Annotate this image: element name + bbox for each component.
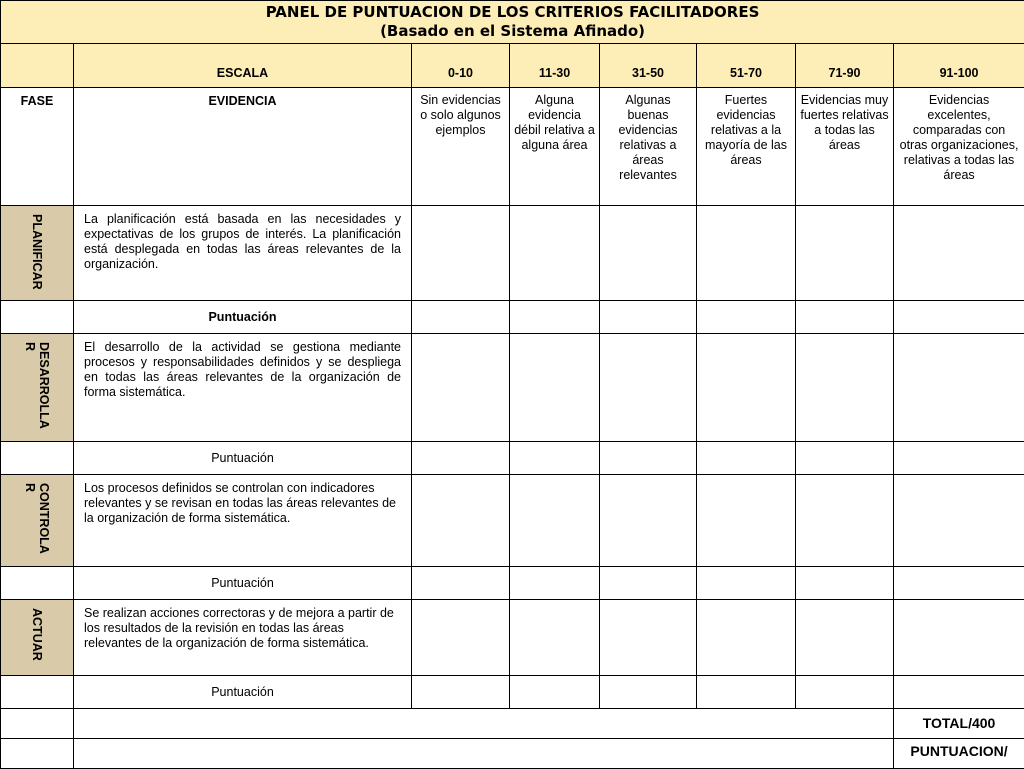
score-cell[interactable]: [510, 475, 600, 567]
phase-row-planificar: [1, 206, 1024, 301]
score-cell[interactable]: [697, 676, 796, 709]
puntuacion-row: [1, 442, 1024, 475]
blank-cell: [1, 739, 74, 769]
score-cell[interactable]: [510, 442, 600, 475]
range-0-10: 0-10: [412, 44, 510, 88]
score-cell[interactable]: [796, 206, 894, 301]
evidence-text: El desarrollo de la actividad se gestiona mediante procesos y responsabilidades definidos y se despliega en todas las áreas relevantes de la organización de forma sistemática.: [74, 334, 412, 442]
column-header-row: [1, 88, 1024, 206]
puntuacion-row: [1, 676, 1024, 709]
evidence-text: Se realizan acciones correctoras y de mejora a partir de los resultados de la revisión en todas las áreas relevantes de la organización de forma sistemática.: [74, 600, 412, 676]
score-cell[interactable]: [600, 475, 697, 567]
phase-row-desarrollar: [1, 334, 1024, 442]
escala-label: ESCALA: [74, 44, 412, 88]
panel-subtitle: (Basado en el Sistema Afinado): [1, 22, 1024, 41]
phase-row-controlar: [1, 475, 1024, 567]
range-71-90: 71-90: [796, 44, 894, 88]
panel-title-cell: [1, 1, 1024, 44]
score-cell[interactable]: [894, 301, 1024, 334]
puntuacion-label: Puntuación: [74, 442, 412, 475]
blank-cell: [1, 676, 74, 709]
phase-label: DESARROLLA R: [23, 342, 51, 429]
phase-label: ACTUAR: [30, 608, 44, 661]
puntuacion-label: Puntuación: [74, 676, 412, 709]
phase-label-cell: [1, 334, 74, 442]
blank-cell: [74, 739, 894, 769]
phase-label-cell: [1, 206, 74, 301]
range-31-50: 31-50: [600, 44, 697, 88]
phase-label: PLANIFICAR: [30, 214, 44, 290]
blank-cell: [1, 567, 74, 600]
blank-cell: [1, 301, 74, 334]
puntuacion-label: Puntuación: [74, 301, 412, 334]
score-cell[interactable]: [796, 676, 894, 709]
score-cell[interactable]: [600, 301, 697, 334]
score-cell[interactable]: [894, 334, 1024, 442]
score-cell[interactable]: [894, 442, 1024, 475]
score-cell[interactable]: [697, 567, 796, 600]
score-cell[interactable]: [412, 442, 510, 475]
score-cell[interactable]: [796, 442, 894, 475]
score-cell[interactable]: [412, 475, 510, 567]
score-cell[interactable]: [510, 206, 600, 301]
scale-description: Sin evidencias o solo algunos ejemplos: [412, 88, 510, 206]
score-cell[interactable]: [796, 600, 894, 676]
score-cell[interactable]: [510, 600, 600, 676]
puntuacion-label: Puntuación: [74, 567, 412, 600]
score-cell[interactable]: [796, 475, 894, 567]
phase-label-cell: [1, 475, 74, 567]
score-cell[interactable]: [600, 206, 697, 301]
score-cell[interactable]: [894, 600, 1024, 676]
score-cell[interactable]: [510, 334, 600, 442]
score-cell[interactable]: [697, 334, 796, 442]
score-cell[interactable]: [697, 301, 796, 334]
score-cell[interactable]: [510, 567, 600, 600]
score-cell[interactable]: [600, 334, 697, 442]
score-cell[interactable]: [510, 676, 600, 709]
score-cell[interactable]: [796, 301, 894, 334]
scale-row-blank: [1, 44, 74, 88]
score-cell[interactable]: [600, 567, 697, 600]
panel-title: PANEL DE PUNTUACION DE LOS CRITERIOS FACILITADORES: [1, 3, 1024, 22]
score-cell[interactable]: [697, 600, 796, 676]
score-cell[interactable]: [412, 334, 510, 442]
puntuacion-total-label: PUNTUACION/: [894, 739, 1024, 769]
score-cell[interactable]: [796, 334, 894, 442]
score-cell[interactable]: [412, 301, 510, 334]
scale-row: [1, 44, 1024, 88]
phase-row-actuar: [1, 600, 1024, 676]
score-cell[interactable]: [894, 475, 1024, 567]
puntuacion-row: [1, 301, 1024, 334]
range-51-70: 51-70: [697, 44, 796, 88]
scale-description: Fuertes evidencias relativas a la mayoría de las áreas: [697, 88, 796, 206]
score-cell[interactable]: [510, 301, 600, 334]
blank-cell: [74, 709, 894, 739]
phase-label: CONTROLA R: [23, 483, 51, 554]
total-label: TOTAL/400: [894, 709, 1024, 739]
evidence-text: La planificación está basada en las necesidades y expectativas de los grupos de interés. La planificación está desplegada en todas las áreas relevantes de la organización.: [74, 206, 412, 301]
scale-description: Alguna evidencia débil relativa a alguna área: [510, 88, 600, 206]
phase-label-cell: [1, 600, 74, 676]
scale-description: Evidencias muy fuertes relativas a todas las áreas: [796, 88, 894, 206]
score-cell[interactable]: [894, 206, 1024, 301]
score-cell[interactable]: [600, 442, 697, 475]
evidencia-header: EVIDENCIA: [74, 88, 412, 206]
score-cell[interactable]: [697, 475, 796, 567]
fase-header: FASE: [1, 88, 74, 206]
puntuacion-row: [1, 567, 1024, 600]
score-cell[interactable]: [697, 206, 796, 301]
score-cell[interactable]: [796, 567, 894, 600]
score-cell[interactable]: [412, 676, 510, 709]
score-cell[interactable]: [412, 567, 510, 600]
score-cell[interactable]: [697, 442, 796, 475]
score-cell[interactable]: [894, 676, 1024, 709]
range-91-100: 91-100: [894, 44, 1024, 88]
score-cell[interactable]: [600, 676, 697, 709]
score-cell[interactable]: [894, 567, 1024, 600]
blank-cell: [1, 442, 74, 475]
score-cell[interactable]: [600, 600, 697, 676]
scale-description: Algunas buenas evidencias relativas a áreas relevantes: [600, 88, 697, 206]
range-11-30: 11-30: [510, 44, 600, 88]
evidence-text: Los procesos definidos se controlan con indicadores relevantes y se revisan en todas las áreas relevantes de la organización de forma sistemática.: [74, 475, 412, 567]
blank-cell: [1, 709, 74, 739]
score-cell[interactable]: [412, 600, 510, 676]
title-row: [1, 1, 1024, 44]
total-row: [1, 709, 1024, 739]
scale-description: Evidencias excelentes, comparadas con otras organizaciones, relativas a todas las áreas: [894, 88, 1024, 206]
puntuacion-total-row: [1, 739, 1024, 769]
score-cell[interactable]: [412, 206, 510, 301]
